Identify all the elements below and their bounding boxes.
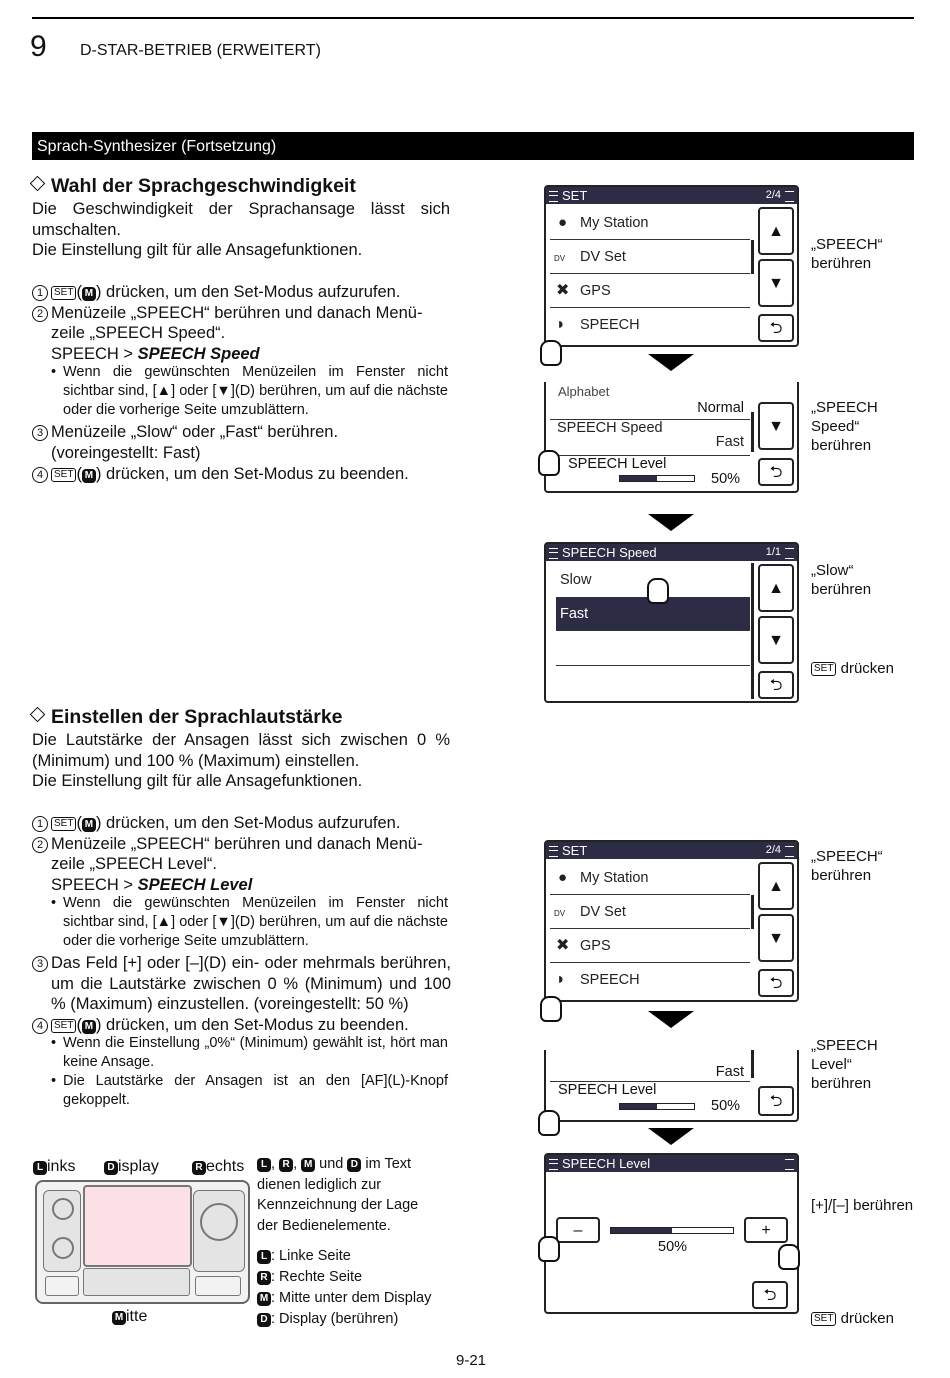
- m-badge: M: [82, 469, 96, 483]
- down-button[interactable]: ▼: [758, 402, 794, 450]
- scrollbar[interactable]: [751, 895, 754, 929]
- s2-bullet: • Wenn die gewünschten Menüzeilen im Fenster nicht sichtbar sind, [▲] oder [▼](D) berühren, um auf die nächste oder die vorherige Seite umzublättern.: [63, 894, 448, 951]
- hand-pointer-icon: [647, 578, 669, 604]
- arrow-down-icon: [648, 514, 694, 531]
- s1-step2: 2 Menüzeile „SPEECH“ berühren und danach Menü-: [32, 303, 452, 324]
- menu-item-speech[interactable]: ◗ SPEECH: [550, 963, 750, 997]
- dv-wrench-icon: DV: [554, 254, 566, 263]
- level-screen: [544, 1153, 799, 1314]
- s2-step3: 3: [32, 953, 452, 974]
- back-button[interactable]: ⮌: [758, 1086, 794, 1116]
- up-button[interactable]: ▲: [758, 207, 794, 255]
- level-bar: [619, 1103, 695, 1110]
- label-display: D isplay: [104, 1157, 159, 1176]
- s2-step4: 4 SET ( M ) drücken, um den Set-Modus zu beenden.: [32, 1015, 452, 1036]
- s2-path: SPEECH > SPEECH Level: [51, 876, 253, 894]
- section-banner: Sprach-Synthesizer (Fortsetzung): [32, 132, 914, 160]
- hand-pointer-icon: [778, 1244, 800, 1270]
- set-screen-2: [544, 382, 799, 493]
- back-button[interactable]: ⮌: [758, 458, 794, 486]
- scrollbar[interactable]: [751, 240, 754, 274]
- chapter-title: D-STAR-BETRIEB (ERWEITERT): [80, 42, 321, 59]
- set-key-icon: SET: [51, 286, 76, 300]
- person-icon: ●: [558, 869, 568, 886]
- set-key-icon: SET: [51, 1019, 76, 1033]
- level-value: 50%: [711, 1098, 741, 1114]
- label-rechts: R echts: [192, 1157, 244, 1176]
- label-links: L inks: [33, 1157, 75, 1176]
- set-titlebar: SET 2/4: [546, 187, 797, 204]
- menu-item-gps[interactable]: ✖ GPS: [550, 929, 750, 963]
- radio-illustration: [35, 1180, 250, 1304]
- m-badge: M: [82, 818, 96, 832]
- m-badge: M: [82, 287, 96, 301]
- left-knob-icon: [52, 1198, 74, 1220]
- label-g: [+]/[–] berühren: [811, 1197, 914, 1214]
- level-bar: [619, 475, 695, 482]
- s1-bullet: • Wenn die gewünschten Menüzeilen im Fenster nicht sichtbar sind, [▲] oder [▼](D) berühren, um auf die nächste oder die vorherige Seite umzublättern.: [63, 363, 448, 420]
- menu-item-speech-level[interactable]: SPEECH Level: [558, 1082, 657, 1098]
- label-b: „SPEECH Speed“ berühren: [811, 399, 878, 454]
- diamond-icon: [30, 707, 46, 723]
- left-buttons: [45, 1276, 79, 1296]
- down-button[interactable]: ▼: [758, 259, 794, 307]
- s2-step2: 2 Menüzeile „SPEECH“ berühren und danach Menü-: [32, 834, 452, 855]
- main-dial-icon: [200, 1203, 238, 1241]
- speaker-icon: ◗: [556, 316, 566, 333]
- speaker-icon: ◗: [556, 971, 566, 988]
- level-titlebar: SPEECH Level: [546, 1155, 797, 1172]
- legend-m: M : Mitte unter dem Display: [257, 1289, 431, 1308]
- level-bar-fill: [611, 1228, 672, 1233]
- level-bar: [610, 1227, 734, 1234]
- up-button[interactable]: ▲: [758, 564, 794, 612]
- menu-item-gps[interactable]: ✖ GPS: [550, 274, 750, 308]
- menu-item-my-station[interactable]: ● My Station: [550, 206, 750, 240]
- speed-titlebar: SPEECH Speed 1/1: [546, 544, 797, 561]
- label-c: „Slow“ berühren: [811, 562, 872, 598]
- menu-item-speech[interactable]: ◗ SPEECH: [550, 308, 750, 342]
- dv-wrench-icon: DV: [554, 909, 566, 918]
- arrow-down-icon: [648, 1128, 694, 1145]
- set-screen-3: [544, 840, 799, 1002]
- set-titlebar: SET 2/4: [546, 842, 797, 859]
- set-screen-1: [544, 185, 799, 347]
- hand-pointer-icon: [538, 1236, 560, 1262]
- page-number: 9-21: [456, 1352, 487, 1369]
- satellite-icon: ✖: [556, 937, 570, 954]
- scrollbar[interactable]: [751, 1050, 754, 1078]
- down-button[interactable]: ▼: [758, 616, 794, 664]
- menu-item-my-station[interactable]: ● My Station: [550, 861, 750, 895]
- s2-bullet2: • Wenn die Einstellung „0%“ (Minimum) gewählt ist, hört man keine Ansage.: [63, 1034, 448, 1072]
- arrow-down-icon: [648, 354, 694, 371]
- alphabet-label: Alphabet: [558, 384, 610, 399]
- menu-item-dv-set[interactable]: DV DV Set: [550, 240, 750, 274]
- label-e: „SPEECH“ berühren: [811, 848, 883, 884]
- m-badge: M: [82, 1020, 96, 1034]
- menu-item-speech-level[interactable]: SPEECH Level: [568, 456, 667, 472]
- hand-pointer-icon: [540, 996, 562, 1022]
- menu-item-dv-set[interactable]: DV DV Set: [550, 895, 750, 929]
- step-number: 1: [32, 285, 48, 301]
- s2-step2b: zeile „SPEECH Level“.: [51, 855, 217, 873]
- scrollbar[interactable]: [751, 563, 754, 699]
- hand-pointer-icon: [540, 340, 562, 366]
- center-buttons: [83, 1268, 190, 1296]
- level-bar-fill: [620, 476, 657, 481]
- set-key-icon: SET: [51, 817, 76, 831]
- row-divider: [556, 665, 750, 666]
- back-button[interactable]: ⮌: [758, 314, 794, 342]
- option-fast[interactable]: Fast: [556, 597, 750, 631]
- back-button[interactable]: ⮌: [752, 1281, 788, 1309]
- scrollbar[interactable]: [751, 412, 754, 452]
- satellite-icon: ✖: [556, 282, 570, 299]
- legend-r: R : Rechte Seite: [257, 1268, 362, 1287]
- s1-step1: 1 SET ( M ) drücken, um den Set-Modus aufzurufen.: [32, 282, 452, 303]
- s1-step3b: (voreingestellt: Fast): [51, 444, 201, 462]
- menu-item-speech-speed[interactable]: SPEECH Speed Fast: [550, 420, 750, 456]
- section2-heading: Einstellen der Sprachlautstärke: [28, 706, 343, 729]
- chapter-number: 9: [30, 30, 47, 63]
- person-icon: ●: [558, 214, 568, 231]
- right-buttons: [195, 1276, 241, 1296]
- label-a: „SPEECH“ berühren: [811, 236, 883, 272]
- s2-step3-text: Das Feld [+] oder [–](D) ein- oder mehrmals berühren, um die Lautstärke zwischen 0 % (Minimum) und 100 % (Maximum) einzustellen. (voreingestellt: 50 %): [51, 954, 451, 1013]
- header-rule: [32, 17, 914, 19]
- down-button[interactable]: ▼: [758, 914, 794, 962]
- hand-pointer-icon: [538, 450, 560, 476]
- back-button[interactable]: ⮌: [758, 969, 794, 997]
- hand-pointer-icon: [538, 1110, 560, 1136]
- level-bar-fill: [620, 1104, 657, 1109]
- label-d: SET drücken: [811, 659, 894, 678]
- legend-l: L : Linke Seite: [257, 1247, 351, 1266]
- s2-step1: 1 SET ( M ) drücken, um den Set-Modus aufzurufen.: [32, 813, 452, 834]
- arrow-down-icon: [648, 1011, 694, 1028]
- legend-text: L , R , M und D im Text dienen lediglich zur Kennzeichnung der Lage der Bedienelemente.: [257, 1156, 419, 1234]
- up-button[interactable]: ▲: [758, 862, 794, 910]
- s1-step2b: zeile „SPEECH Speed“.: [51, 324, 226, 342]
- minus-button[interactable]: –: [556, 1217, 600, 1243]
- diamond-icon: [30, 176, 46, 192]
- s2-bullet3: • Die Lautstärke der Ansagen ist an den [AF](L)-Knopf gekoppelt.: [63, 1072, 448, 1110]
- plus-button[interactable]: +: [744, 1217, 788, 1243]
- level-value: 50%: [711, 471, 741, 487]
- label-f: „SPEECH Level“ berühren: [811, 1037, 878, 1092]
- set-key-icon: SET: [811, 1312, 836, 1326]
- label-h: SET drücken: [811, 1309, 894, 1328]
- normal-value[interactable]: Normal: [550, 400, 750, 420]
- option-slow[interactable]: Slow: [560, 572, 592, 588]
- set-key-icon: SET: [811, 662, 836, 676]
- set-key-icon: SET: [51, 468, 76, 482]
- s1-step4: 4 SET ( M ) drücken, um den Set-Modus zu beenden.: [32, 464, 452, 485]
- left-knob2-icon: [52, 1237, 74, 1259]
- display-area: [83, 1185, 192, 1267]
- s1-step3: 3 Menüzeile „Slow“ oder „Fast“ berühren.: [32, 422, 452, 443]
- speed-screen: [544, 542, 799, 703]
- label-mitte: M itte: [112, 1307, 147, 1326]
- fast-value[interactable]: Fast: [550, 1050, 750, 1082]
- section1-heading: Wahl der Sprachgeschwindigkeit: [28, 175, 356, 198]
- legend-d: D : Display (berühren): [257, 1310, 398, 1329]
- back-button[interactable]: ⮌: [758, 671, 794, 699]
- section1-intro: Die Geschwindigkeit der Sprachansage lässt sich umschalten. Die Einstellung gilt für alle Ansagefunktionen.: [32, 200, 450, 259]
- s1-path: SPEECH > SPEECH Speed: [51, 345, 260, 363]
- set-screen-4: [544, 1050, 799, 1122]
- section2-intro: Die Lautstärke der Ansagen lässt sich zwischen 0 % (Minimum) und 100 % (Maximum) einstellen. Die Einstellung gilt für alle Ansagefunktionen.: [32, 731, 450, 790]
- level-value: 50%: [658, 1239, 688, 1255]
